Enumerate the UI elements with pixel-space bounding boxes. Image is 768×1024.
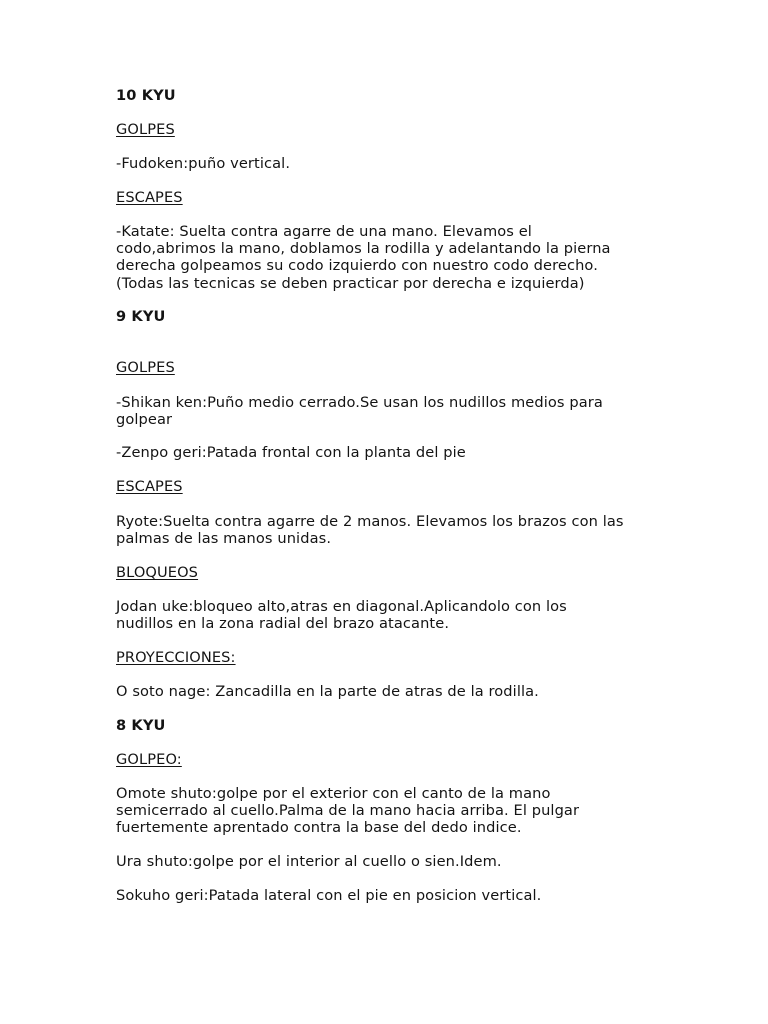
paragraph-line: semicerrado al cuello.Palma de la mano hacia arriba. El pulgar bbox=[116, 802, 580, 820]
subheading-escapes: ESCAPES bbox=[116, 189, 183, 206]
section-heading-8-kyu: 8 KYU bbox=[116, 717, 166, 734]
subheading-golpes: GOLPES bbox=[116, 359, 175, 376]
paragraph-line: palmas de las manos unidas. bbox=[116, 530, 332, 548]
paragraph-line: Omote shuto:golpe por el exterior con el canto de la mano bbox=[116, 785, 551, 802]
paragraph-jodan-uke bbox=[116, 598, 656, 632]
subheading-proyecciones: PROYECCIONES: bbox=[116, 649, 236, 666]
paragraph-sokuho-geri: Sokuho geri:Patada lateral con el pie en posicion vertical. bbox=[116, 887, 542, 904]
section-heading-10-kyu: 10 KYU bbox=[116, 87, 176, 104]
paragraph-line: nudillos en la zona radial del brazo atacante. bbox=[116, 615, 450, 633]
paragraph-ryote bbox=[116, 513, 656, 547]
paragraph-line: golpear bbox=[116, 411, 173, 429]
paragraph-zenpo-geri: -Zenpo geri:Patada frontal con la planta del pie bbox=[116, 444, 466, 461]
subheading-escapes: ESCAPES bbox=[116, 478, 183, 495]
paragraph-shikan-ken bbox=[116, 394, 656, 428]
paragraph-omote-shuto bbox=[116, 785, 656, 837]
paragraph-line: (Todas las tecnicas se deben practicar por derecha e izquierda) bbox=[116, 274, 585, 292]
paragraph-line: Jodan uke:bloqueo alto,atras en diagonal.Aplicandolo con los bbox=[116, 598, 567, 615]
paragraph-line: -Shikan ken:Puño medio cerrado.Se usan los nudillos medios para bbox=[116, 394, 603, 411]
paragraph-ura-shuto: Ura shuto:golpe por el interior al cuello o sien.Idem. bbox=[116, 853, 502, 870]
subheading-bloqueos: BLOQUEOS bbox=[116, 564, 199, 581]
section-heading-9-kyu: 9 KYU bbox=[116, 308, 166, 325]
paragraph-katate bbox=[116, 223, 656, 292]
paragraph-line: codo,abrimos la mano, doblamos la rodilla y adelantando la pierna bbox=[116, 240, 611, 258]
paragraph-o-soto-nage: O soto nage: Zancadilla en la parte de atras de la rodilla. bbox=[116, 683, 539, 700]
paragraph-line: derecha golpeamos su codo izquierdo con nuestro codo derecho. bbox=[116, 257, 598, 275]
paragraph-line: -Katate: Suelta contra agarre de una mano. Elevamos el bbox=[116, 223, 532, 240]
subheading-golpes: GOLPES bbox=[116, 121, 175, 138]
paragraph-line: fuertemente aprentado contra la base del dedo indice. bbox=[116, 819, 522, 837]
paragraph-line: Ryote:Suelta contra agarre de 2 manos. Elevamos los brazos con las bbox=[116, 513, 624, 530]
subheading-golpeo: GOLPEO: bbox=[116, 751, 182, 768]
paragraph-fudoken: -Fudoken:puño vertical. bbox=[116, 155, 291, 172]
